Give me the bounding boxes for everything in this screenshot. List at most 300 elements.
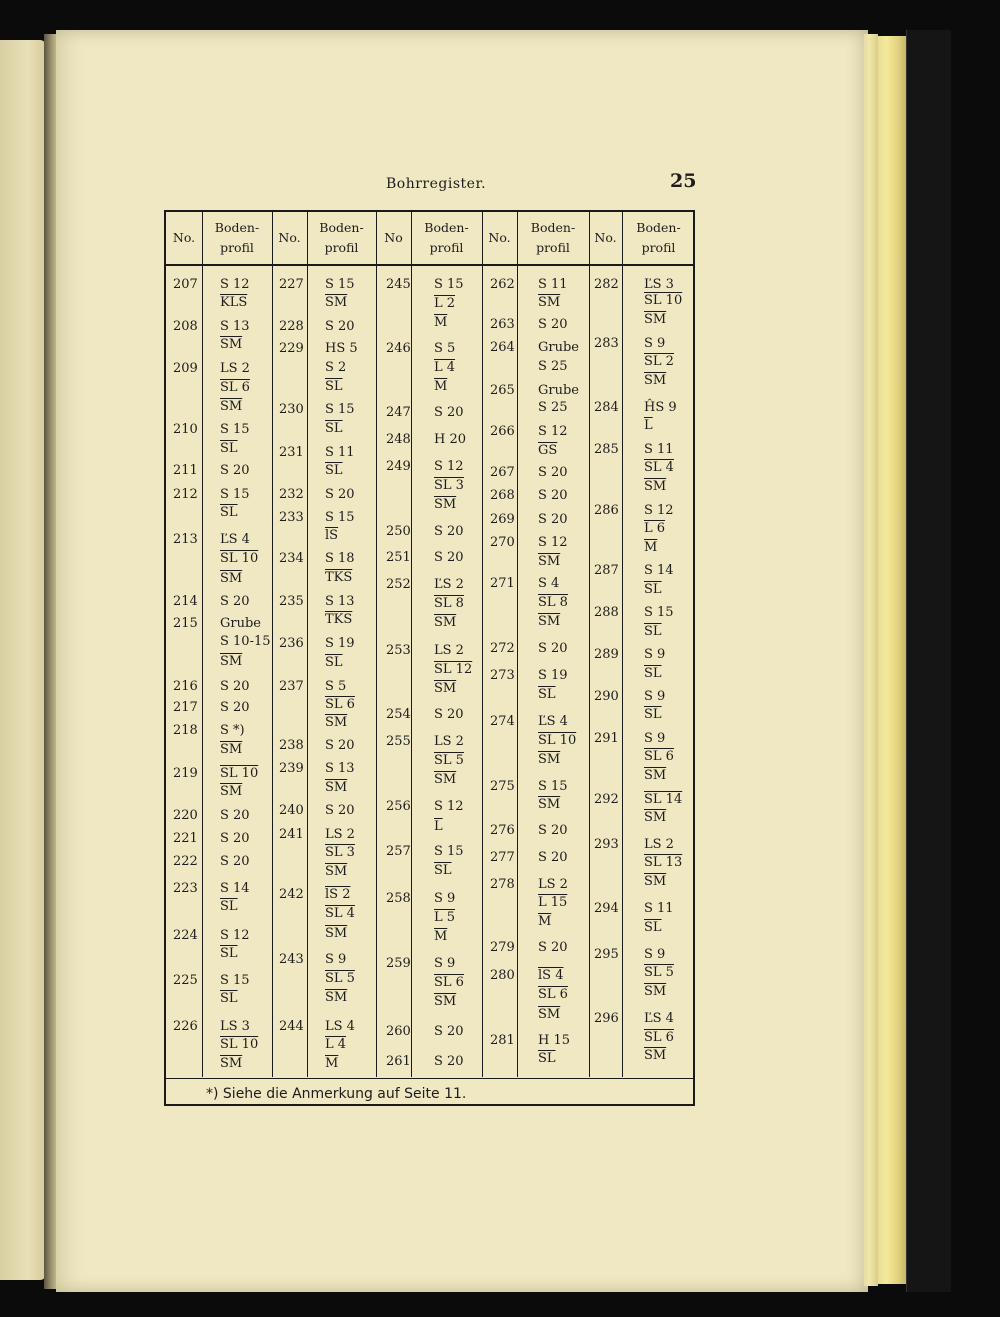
bodenprofil-entry: $\overline{M}$: [434, 929, 448, 944]
bodenprofil-entry: S 20: [538, 940, 568, 955]
bodenprofil-entry: $\overline{SL}$: [538, 1051, 556, 1066]
bohrung-number: 249: [386, 459, 411, 474]
bodenprofil-entry: SL 10: [644, 293, 683, 308]
bodenprofil-entry: S 15: [325, 277, 355, 292]
bohrung-number: 291: [594, 731, 619, 746]
bodenprofil-entry: $\overline{SM}$: [538, 752, 561, 767]
column-header-no: No.: [488, 230, 511, 245]
bodenprofil-entry: L 4: [434, 360, 456, 375]
bodenprofil-entry: ĽS 2: [434, 577, 464, 592]
bodenprofil-entry: $\overline{SL}$: [644, 666, 662, 681]
bohrung-number: 216: [173, 679, 198, 694]
bodenprofil-entry: $\overline{SM}$: [325, 990, 348, 1005]
bodenprofil-entry: S 19: [325, 636, 355, 651]
bodenprofil-entry: S 13: [220, 319, 250, 334]
bohrung-number: 284: [594, 400, 619, 415]
bodenprofil-entry: SL 14: [644, 792, 683, 807]
bohrung-number: 296: [594, 1011, 619, 1026]
bodenprofil-entry: LS 2: [538, 877, 568, 892]
bodenprofil-entry: S 13: [325, 594, 355, 609]
bodenprofil-entry: S 12: [220, 277, 250, 292]
bodenprofil-entry: $\overline{TKS}$: [325, 612, 353, 627]
bodenprofil-entry: $\overline{SM}$: [434, 772, 457, 787]
bohrung-number: 281: [490, 1033, 515, 1048]
bohrung-number: 211: [173, 463, 198, 478]
bohrung-number: 283: [594, 336, 619, 351]
bodenprofil-entry: SL 2: [644, 354, 674, 369]
bodenprofil-entry: $\overline{SL}$: [538, 687, 556, 702]
bodenprofil-entry: S 20: [220, 700, 250, 715]
bohrung-number: 212: [173, 487, 198, 502]
bodenprofil-entry: LS 4: [325, 1019, 355, 1034]
bohrung-number: 208: [173, 319, 198, 334]
bodenprofil-entry: SL 13: [644, 855, 683, 870]
column-header-bodenprofil: Boden-profil: [636, 220, 681, 255]
bodenprofil-entry: SL 5: [644, 965, 674, 980]
bohrung-number: 277: [490, 850, 515, 865]
bodenprofil-entry: SL 8: [538, 595, 568, 610]
bodenprofil-entry: SL 8: [434, 596, 464, 611]
bodenprofil-entry: S 20: [538, 465, 568, 480]
bodenprofil-entry: SL 10: [220, 1037, 259, 1052]
bodenprofil-entry: $\overline{SL}$: [325, 379, 343, 394]
bohrung-number: 285: [594, 442, 619, 457]
bodenprofil-entry: SL 6: [644, 749, 674, 764]
bodenprofil-entry: S 12: [434, 459, 464, 474]
bodenprofil-entry: S 9: [644, 647, 666, 662]
facing-page-edge: [0, 40, 46, 1280]
bohrung-number: 265: [490, 383, 515, 398]
bodenprofil-entry: SL 5: [325, 971, 355, 986]
bohrung-number: 268: [490, 488, 515, 503]
bodenprofil-entry: ĽS 4: [644, 1011, 674, 1026]
bohrung-number: 271: [490, 576, 515, 591]
bodenprofil-entry: S 9: [644, 336, 666, 351]
bodenprofil-entry: SL 10: [538, 733, 577, 748]
bodenprofil-entry: $\overline{L}$: [434, 819, 443, 834]
bohrung-number: 248: [386, 432, 411, 447]
bodenprofil-entry: ĽS 3: [644, 277, 674, 292]
bodenprofil-entry: $\overline{M}$: [434, 315, 448, 330]
bodenprofil-entry: $\overline{SM}$: [220, 784, 243, 799]
bodenprofil-entry: S 20: [220, 808, 250, 823]
bodenprofil-entry: S 20: [434, 405, 464, 420]
column-header-bodenprofil: Boden-profil: [319, 220, 364, 255]
page-block-edge: [864, 34, 878, 1286]
bodenprofil-entry: $\overline{SM}$: [325, 715, 348, 730]
bodenprofil-entry: $\overline{SL}$: [644, 707, 662, 722]
column-rule: [376, 212, 377, 1077]
running-head: Bohrregister.: [386, 176, 487, 192]
bohrung-number: 228: [279, 319, 304, 334]
bodenprofil-entry: Grube: [538, 383, 579, 398]
bodenprofil-entry: S 15: [220, 422, 250, 437]
bodenprofil-entry: SL 3: [325, 845, 355, 860]
bodenprofil-entry: S 9: [434, 891, 456, 906]
bodenprofil-entry: S 9: [325, 952, 347, 967]
bodenprofil-entry: $\overline{SL}$: [325, 421, 343, 436]
bohrung-number: 259: [386, 956, 411, 971]
bodenprofil-entry: L 2: [434, 296, 456, 311]
bodenprofil-entry: LS 2: [644, 837, 674, 852]
bohrung-number: 252: [386, 577, 411, 592]
bohrung-number: 238: [279, 738, 304, 753]
bodenprofil-entry: $\overline{M}$: [538, 914, 552, 929]
bodenprofil-entry: S 10-15: [220, 634, 271, 649]
bodenprofil-entry: S 13: [325, 761, 355, 776]
bodenprofil-entry: S 15: [538, 779, 568, 794]
bodenprofil-entry: S 12: [538, 535, 568, 550]
bohrung-number: 254: [386, 707, 411, 722]
bodenprofil-entry: SL 5: [434, 753, 464, 768]
bodenprofil-entry: S 20: [325, 738, 355, 753]
bodenprofil-entry: lS 4: [538, 968, 564, 983]
bodenprofil-entry: S 11: [644, 442, 674, 457]
bohrung-number: 258: [386, 891, 411, 906]
bodenprofil-entry: $\overline{SM}$: [644, 984, 667, 999]
bodenprofil-entry: S 20: [538, 512, 568, 527]
bodenprofil-entry: S 20: [538, 641, 568, 656]
column-rule: [307, 212, 308, 1077]
bodenprofil-entry: S 9: [644, 731, 666, 746]
bodenprofil-entry: $\overline{SM}$: [325, 295, 348, 310]
bodenprofil-entry: L 15: [538, 895, 568, 910]
bohrung-number: 282: [594, 277, 619, 292]
bodenprofil-entry: $\overline{SM}$: [220, 571, 243, 586]
bodenprofil-entry: $\overline{SL}$: [644, 582, 662, 597]
bohrung-number: 275: [490, 779, 515, 794]
bodenprofil-entry: S 20: [434, 550, 464, 565]
bohrung-number: 262: [490, 277, 515, 292]
bodenprofil-entry: $\overline{SM}$: [538, 295, 561, 310]
bodenprofil-entry: H 15: [538, 1033, 571, 1048]
bodenprofil-entry: $\overline{SL}$: [644, 624, 662, 639]
bohrung-number: 279: [490, 940, 515, 955]
bodenprofil-entry: S 20: [220, 679, 250, 694]
bohrung-number: 276: [490, 823, 515, 838]
bohrung-number: 244: [279, 1019, 304, 1034]
bohrung-number: 280: [490, 968, 515, 983]
column-rule: [411, 212, 412, 1077]
bohrung-number: 286: [594, 503, 619, 518]
header-rule: [166, 264, 693, 266]
bodenprofil-entry: L 5: [434, 910, 456, 925]
bohrung-number: 232: [279, 487, 304, 502]
bodenprofil-entry: S 11: [644, 901, 674, 916]
bodenprofil-entry: $\overline{SM}$: [220, 399, 243, 414]
column-header-bodenprofil: Boden-profil: [214, 220, 260, 255]
bohrung-number: 292: [594, 792, 619, 807]
bodenprofil-entry: S 9: [644, 689, 666, 704]
bohrung-number: 237: [279, 679, 304, 694]
bodenprofil-entry: $\overline{SM}$: [220, 654, 243, 669]
bodenprofil-entry: S 20: [434, 707, 464, 722]
book-cover: [906, 30, 951, 1292]
bodenprofil-entry: S 20: [325, 803, 355, 818]
column-header-bodenprofil: Boden-profil: [424, 220, 469, 255]
bodenprofil-entry: S 20: [220, 594, 250, 609]
bodenprofil-entry: S 12: [644, 503, 674, 518]
bodenprofil-entry: $\overline{M}$: [434, 379, 448, 394]
bodenprofil-entry: SL 6: [538, 987, 568, 1002]
bodenprofil-entry: $\overline{lS}$: [325, 528, 339, 543]
bodenprofil-entry: SL 6: [220, 380, 250, 395]
bohrung-number: 209: [173, 361, 198, 376]
column-rule: [517, 212, 518, 1077]
bodenprofil-entry: S 12: [538, 424, 568, 439]
bohrung-number: 250: [386, 524, 411, 539]
bodenprofil-entry: $\overline{SM}$: [644, 768, 667, 783]
bodenprofil-entry: S 20: [220, 463, 250, 478]
bodenprofil-entry: S 5: [325, 679, 347, 694]
bohrung-number: 223: [173, 881, 198, 896]
page-block-edge-gilt: [878, 36, 906, 1284]
bodenprofil-entry: LS 2: [434, 643, 464, 658]
bodenprofil-entry: S 20: [220, 854, 250, 869]
bodenprofil-entry: $\overline{M}$: [325, 1056, 339, 1071]
bodenprofil-entry: S 11: [325, 445, 355, 460]
bohrung-number: 290: [594, 689, 619, 704]
bodenprofil-entry: SL 10: [220, 551, 259, 566]
bohrung-number: 243: [279, 952, 304, 967]
column-header-bodenprofil: Boden-profil: [530, 220, 576, 255]
bohrung-number: 239: [279, 761, 304, 776]
bodenprofil-entry: $\overline{SL}$: [325, 655, 343, 670]
bodenprofil-entry: $\overline{SM}$: [538, 554, 561, 569]
bohrung-number: 294: [594, 901, 619, 916]
bodenprofil-entry: HS 5: [325, 341, 358, 356]
footnote-rule: [166, 1078, 693, 1079]
bohrung-number: 293: [594, 837, 619, 852]
bodenprofil-entry: S 20: [434, 1054, 464, 1069]
bohrung-number: 251: [386, 550, 411, 565]
bodenprofil-entry: $\overline{KLS}$: [220, 295, 248, 310]
bodenprofil-entry: S 15: [434, 277, 464, 292]
bodenprofil-entry: S 11: [538, 277, 568, 292]
bodenprofil-entry: S 25: [538, 400, 568, 415]
bodenprofil-entry: S 14: [644, 563, 674, 578]
bohrung-number: 225: [173, 973, 198, 988]
bodenprofil-entry: $\overline{SL}$: [220, 991, 238, 1006]
column-header-no: No.: [172, 230, 196, 245]
bodenprofil-entry: SL 6: [434, 975, 464, 990]
bodenprofil-entry: $\overline{SL}$: [220, 899, 238, 914]
bodenprofil-entry: lS 2: [325, 887, 351, 902]
bohrung-number: 246: [386, 341, 411, 356]
bodenprofil-entry: $\overline{SM}$: [644, 373, 667, 388]
bodenprofil-entry: $\overline{SM}$: [434, 994, 457, 1009]
bohrung-number: 213: [173, 532, 198, 547]
bohrung-number: 230: [279, 402, 304, 417]
bohrung-number: 215: [173, 616, 198, 631]
bohrung-number: 222: [173, 854, 198, 869]
bodenprofil-entry: $\overline{SL}$: [325, 463, 343, 478]
bohrung-number: 267: [490, 465, 515, 480]
bohrung-number: 240: [279, 803, 304, 818]
bodenprofil-entry: $\overline{SM}$: [538, 797, 561, 812]
bohrung-number: 270: [490, 535, 515, 550]
bodenprofil-entry: S 9: [644, 947, 666, 962]
bohrung-number: 278: [490, 877, 515, 892]
bodenprofil-entry: S 20: [434, 1024, 464, 1039]
bohrung-number: 235: [279, 594, 304, 609]
bodenprofil-entry: $\overline{GS}$: [538, 443, 558, 458]
bodenprofil-entry: S 12: [220, 928, 250, 943]
bodenprofil-entry: $\overline{SL}$: [220, 441, 238, 456]
bohrung-number: 260: [386, 1024, 411, 1039]
bodenprofil-entry: $\overline{SL}$: [644, 920, 662, 935]
bodenprofil-entry: $\overline{SM}$: [325, 780, 348, 795]
bohrung-number: 207: [173, 277, 198, 292]
bodenprofil-entry: S 20: [325, 319, 355, 334]
bohrung-number: 236: [279, 636, 304, 651]
bodenprofil-entry: S 2: [325, 360, 347, 375]
bohrung-number: 227: [279, 277, 304, 292]
bohrung-number: 288: [594, 605, 619, 620]
bodenprofil-entry: S 15: [220, 487, 250, 502]
bodenprofil-entry: ĽS 4: [220, 532, 250, 547]
bodenprofil-entry: SL 4: [644, 460, 674, 475]
bodenprofil-entry: $\overline{L}$: [644, 418, 653, 433]
bodenprofil-entry: L 6: [644, 521, 666, 536]
bodenprofil-entry: S 20: [538, 823, 568, 838]
bodenprofil-entry: S 19: [538, 668, 568, 683]
bohrung-number: 219: [173, 766, 198, 781]
bohrung-number: 266: [490, 424, 515, 439]
bohrung-number: 210: [173, 422, 198, 437]
bodenprofil-entry: LS 2: [220, 361, 250, 376]
bodenprofil-entry: $\overline{SM}$: [644, 312, 667, 327]
bohrung-number: 257: [386, 844, 411, 859]
bohrung-number: 224: [173, 928, 198, 943]
bohrung-number: 274: [490, 714, 515, 729]
bodenprofil-entry: S 15: [325, 510, 355, 525]
bodenprofil-entry: S 20: [538, 488, 568, 503]
bodenprofil-entry: $\overline{SL}$: [220, 505, 238, 520]
page-number: 25: [670, 170, 697, 192]
column-rule: [202, 212, 203, 1077]
bohrung-number: 287: [594, 563, 619, 578]
bodenprofil-entry: S 25: [538, 359, 568, 374]
column-rule: [482, 212, 483, 1077]
bohrung-number: 245: [386, 277, 411, 292]
bodenprofil-entry: L 4: [325, 1037, 347, 1052]
bodenprofil-entry: $\overline{SM}$: [434, 681, 457, 696]
bodenprofil-entry: S 20: [434, 524, 464, 539]
column-rule: [589, 212, 590, 1077]
bodenprofil-entry: S 5: [434, 341, 456, 356]
bohrung-number: 255: [386, 734, 411, 749]
bodenprofil-entry: $\overline{SM}$: [434, 497, 457, 512]
bodenprofil-entry: $\overline{M}$: [644, 540, 658, 555]
bodenprofil-entry: $\overline{SM}$: [325, 926, 348, 941]
bodenprofil-entry: $\overline{SM}$: [434, 615, 457, 630]
bodenprofil-entry: S 12: [434, 799, 464, 814]
bohrung-number: 217: [173, 700, 198, 715]
bohrung-number: 229: [279, 341, 304, 356]
bodenprofil-entry: SL 3: [434, 478, 464, 493]
bohrung-number: 253: [386, 643, 411, 658]
bodenprofil-entry: $\overline{SM}$: [538, 1007, 561, 1022]
bodenprofil-entry: SL 10: [220, 766, 259, 781]
bodenprofil-entry: LS 3: [220, 1019, 250, 1034]
bodenprofil-entry: Grube: [220, 616, 261, 631]
bodenprofil-entry: S 15: [220, 973, 250, 988]
column-header-no: No.: [278, 230, 301, 245]
bohrung-number: 220: [173, 808, 198, 823]
bodenprofil-entry: S 20: [220, 831, 250, 846]
bodenprofil-entry: S 18: [325, 551, 355, 566]
bohrung-number: 221: [173, 831, 198, 846]
column-rule: [272, 212, 273, 1077]
bodenprofil-entry: $\overline{SL}$: [434, 863, 452, 878]
bodenprofil-entry: SL 6: [325, 697, 355, 712]
bohrung-number: 231: [279, 445, 304, 460]
footnote: *) Siehe die Anmerkung auf Seite 11.: [206, 1086, 467, 1102]
bodenprofil-entry: S *): [220, 723, 245, 738]
bodenprofil-entry: $\overline{TKS}$: [325, 570, 353, 585]
bodenprofil-entry: S 15: [325, 402, 355, 417]
bohrung-number: 242: [279, 887, 304, 902]
bodenprofil-entry: S 9: [434, 956, 456, 971]
bohrung-number: 272: [490, 641, 515, 656]
bodenprofil-entry: SL 12: [434, 662, 473, 677]
bodenprofil-entry: S 20: [325, 487, 355, 502]
bohrung-number: 261: [386, 1054, 411, 1069]
bohrung-number: 289: [594, 647, 619, 662]
bodenprofil-entry: $\overline{SM}$: [220, 742, 243, 757]
bodenprofil-entry: S 4: [538, 576, 560, 591]
bodenprofil-entry: $\overline{SM}$: [644, 1048, 667, 1063]
bodenprofil-entry: S 20: [538, 850, 568, 865]
bohrung-number: 233: [279, 510, 304, 525]
bodenprofil-entry: H 20: [434, 432, 467, 447]
bohrung-number: 263: [490, 317, 515, 332]
bodenprofil-entry: S 15: [644, 605, 674, 620]
bodenprofil-entry: Grube: [538, 340, 579, 355]
bodenprofil-entry: $\overline{SM}$: [325, 864, 348, 879]
bodenprofil-entry: SL 4: [325, 906, 355, 921]
column-header-no: No.: [594, 230, 617, 245]
bodenprofil-entry: $\overline{SM}$: [220, 337, 243, 352]
column-header-no: No: [384, 230, 403, 245]
bohrung-number: 241: [279, 827, 304, 842]
bohrung-number: 269: [490, 512, 515, 527]
bodenprofil-entry: $\overline{SM}$: [220, 1056, 243, 1071]
bohrung-number: 226: [173, 1019, 198, 1034]
bodenprofil-entry: SL 6: [644, 1030, 674, 1045]
bodenprofil-entry: S 15: [434, 844, 464, 859]
bohrung-number: 295: [594, 947, 619, 962]
bohrung-number: 273: [490, 668, 515, 683]
bodenprofil-entry: S 20: [538, 317, 568, 332]
bodenprofil-entry: ĽS 4: [538, 714, 568, 729]
bodenprofil-entry: $\overline{SM}$: [538, 614, 561, 629]
bodenprofil-entry: $\overline{SM}$: [644, 479, 667, 494]
bohrung-number: 234: [279, 551, 304, 566]
bohrregister-table: [164, 210, 695, 1106]
bohrung-number: 218: [173, 723, 198, 738]
bodenprofil-entry: $\overline{SL}$: [220, 946, 238, 961]
bodenprofil-entry: $\overline{SM}$: [644, 810, 667, 825]
bodenprofil-entry: S 14: [220, 881, 250, 896]
bodenprofil-entry: LS 2: [325, 827, 355, 842]
bohrung-number: 214: [173, 594, 198, 609]
bodenprofil-entry: LS 2: [434, 734, 464, 749]
bohrung-number: 264: [490, 340, 515, 355]
bohrung-number: 247: [386, 405, 411, 420]
column-rule: [622, 212, 623, 1077]
